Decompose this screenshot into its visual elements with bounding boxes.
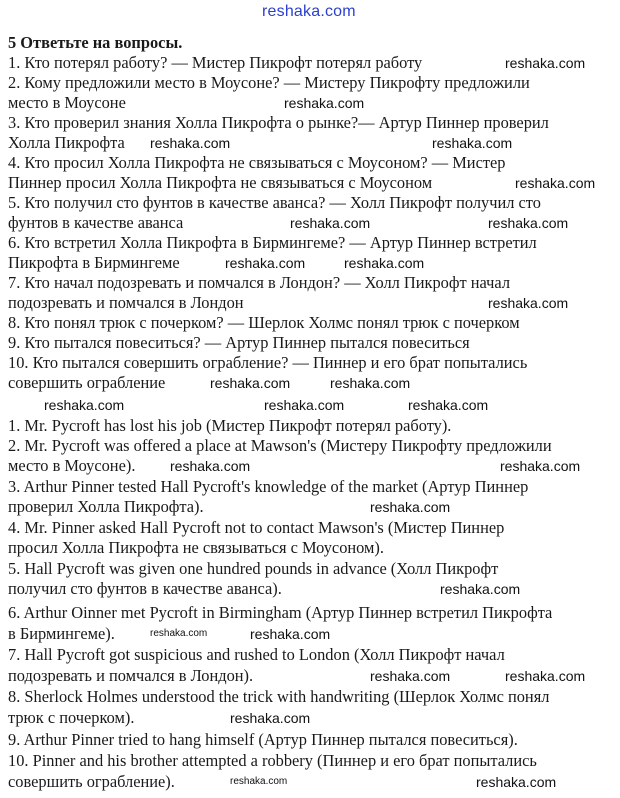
- watermark: reshaka.com: [408, 397, 489, 413]
- text-line: подозревать и помчался в Лондон: [8, 293, 244, 312]
- text-line: совершить ограбление: [8, 373, 166, 392]
- text-line: Холла Пикрофта: [8, 133, 125, 152]
- text-line: получил сто фунтов в качестве аванса).: [8, 579, 282, 598]
- text-line: просил Холла Пикрофта не связываться с Моусоном).: [8, 538, 384, 557]
- text-line: место в Моусоне: [8, 93, 126, 112]
- watermark: reshaka.com: [264, 397, 345, 413]
- text-line: место в Моусоне).: [8, 456, 136, 475]
- watermark: reshaka.com: [370, 668, 451, 684]
- watermark: reshaka.com: [370, 499, 451, 515]
- text-line: проверил Холла Пикрофта).: [8, 497, 204, 516]
- watermark: reshaka.com: [230, 710, 311, 726]
- text-line: Пиннер просил Холла Пикрофта не связываться с Моусоном: [8, 173, 433, 192]
- text-line: в Бирмингеме).: [8, 624, 115, 643]
- watermark: reshaka.com: [210, 375, 291, 391]
- text-line: 6. Кто встретил Холла Пикрофта в Бирмингеме? — Артур Пиннер встретил: [8, 233, 537, 252]
- watermark: reshaka.com: [44, 397, 125, 413]
- watermark-header[interactable]: reshaka.com: [262, 3, 356, 20]
- text-line: 9. Arthur Pinner tried to hang himself (Артур Пиннер пытался повеситься).: [8, 730, 518, 749]
- watermark: reshaka.com: [330, 375, 411, 391]
- text-line: 10. Кто пытался совершить ограбление? — Пиннер и его брат попытались: [8, 353, 528, 372]
- text-line: 6. Arthur Oinner met Pycroft in Birmingham (Артур Пиннер встретил Пикрофта: [8, 603, 553, 622]
- text-line: 4. Кто просил Холла Пикрофта не связываться с Моусоном? — Мистер: [8, 153, 506, 172]
- watermark: reshaka.com: [488, 215, 569, 231]
- text-line: Пикрофта в Бирмингеме: [8, 253, 180, 272]
- text-line: совершить ограбление).: [8, 772, 175, 791]
- text-line: 2. Mr. Pycroft was offered a place at Mawson's (Мистеру Пикрофту предложили: [8, 436, 552, 455]
- watermark: reshaka.com: [225, 255, 306, 271]
- watermark: reshaka.com: [150, 135, 231, 151]
- watermark: reshaka.com: [284, 95, 365, 111]
- text-line: 1. Mr. Pycroft has lost his job (Мистер Пикрофт потерял работу).: [8, 416, 452, 435]
- text-line: 2. Кому предложили место в Моусоне? — Мистеру Пикрофту предложили: [8, 73, 530, 92]
- text-line: 9. Кто пытался повеситься? — Артур Пиннер пытался повеситься: [8, 333, 470, 352]
- text-line: подозревать и помчался в Лондон).: [8, 666, 254, 685]
- watermark: reshaka.com: [505, 668, 586, 684]
- text-line: 7. Hall Pycroft got suspicious and rushed to London (Холл Пикрофт начал: [8, 645, 505, 664]
- watermark: reshaka.com: [250, 626, 331, 642]
- watermark: reshaka.com: [476, 774, 557, 790]
- watermark: reshaka.com: [505, 55, 586, 71]
- text-line: 1. Кто потерял работу? — Мистер Пикрофт потерял работу: [8, 53, 423, 72]
- text-line: 5. Hall Pycroft was given one hundred pounds in advance (Холл Пикрофт: [8, 559, 499, 578]
- watermark: reshaka.com: [432, 135, 513, 151]
- watermark: reshaka.com: [440, 581, 521, 597]
- text-line: 10. Pinner and his brother attempted a robbery (Пиннер и его брат попытались: [8, 751, 537, 770]
- text-line: 3. Arthur Pinner tested Hall Pycroft's knowledge of the market (Артур Пиннер: [8, 477, 529, 496]
- text-line: 8. Кто понял трюк с почерком? — Шерлок Холмс понял трюк с почерком: [8, 313, 520, 332]
- watermark: reshaka.com: [344, 255, 425, 271]
- text-line: 3. Кто проверил знания Холла Пикрофта о рынке?— Артур Пиннер проверил: [8, 113, 549, 132]
- text-line: трюк с почерком).: [8, 708, 135, 727]
- watermark: reshaka.com: [488, 295, 569, 311]
- text-line: фунтов в качестве аванса: [8, 213, 184, 232]
- watermark: reshaka.com: [230, 776, 288, 787]
- watermark: reshaka.com: [500, 458, 581, 474]
- text-line: 4. Mr. Pinner asked Hall Pycroft not to contact Mawson's (Мистер Пиннер: [8, 518, 505, 537]
- text-line: 8. Sherlock Holmes understood the trick with handwriting (Шерлок Холмс понял: [8, 687, 550, 706]
- watermark: reshaka.com: [150, 628, 208, 639]
- text-line: 7. Кто начал подозревать и помчался в Лондон? — Холл Пикрофт начал: [8, 273, 510, 292]
- exercise-title: 5 Ответьте на вопросы.: [8, 33, 183, 52]
- watermark: reshaka.com: [170, 458, 251, 474]
- text-line: 5. Кто получил сто фунтов в качестве аванса? — Холл Пикрофт получил сто: [8, 193, 541, 212]
- watermark: reshaka.com: [515, 175, 596, 191]
- watermark: reshaka.com: [290, 215, 371, 231]
